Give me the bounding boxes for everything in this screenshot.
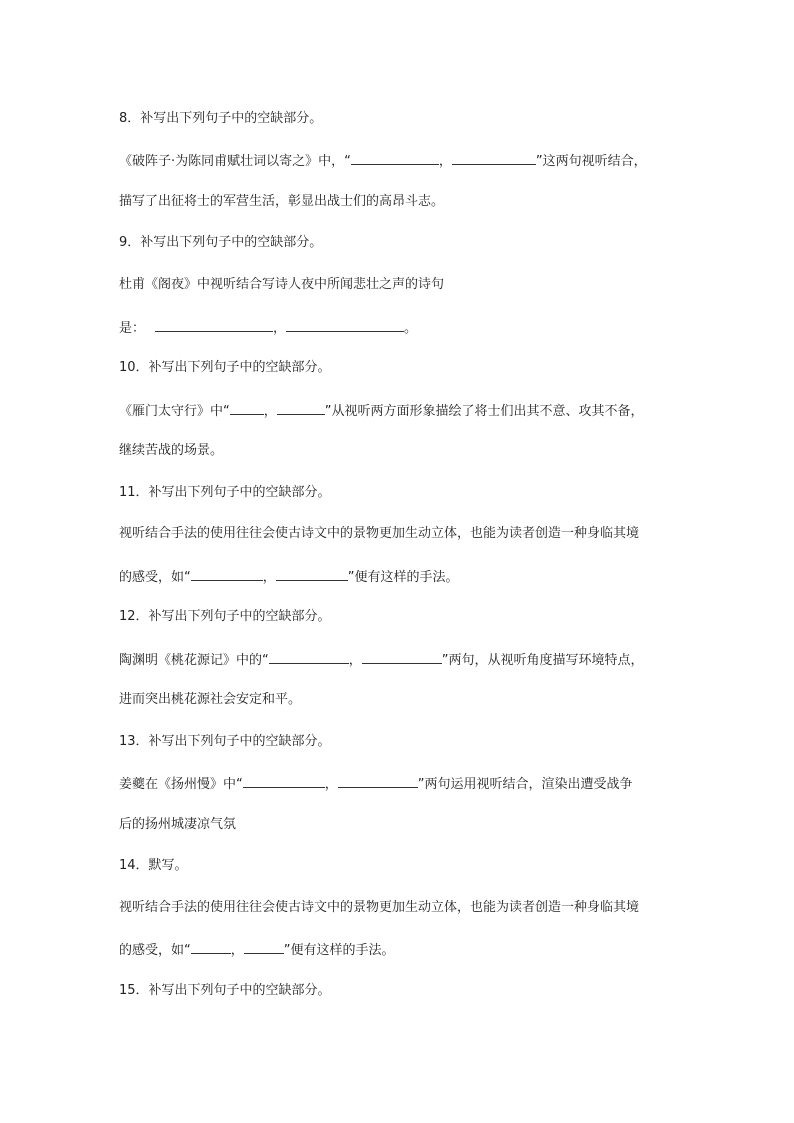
question-11-answer-line <box>119 567 459 587</box>
question-14-separator: ， <box>230 943 244 958</box>
question-14-heading: 14．默写。 <box>119 858 188 873</box>
answer-blank-8a[interactable] <box>351 151 439 165</box>
question-12-text-after: ”两句，从视听角度描写环境特点， <box>441 653 644 668</box>
question-11-separator: ， <box>262 570 276 585</box>
question-11-heading: 11．补写出下列句子中的空缺部分。 <box>119 485 331 500</box>
question-12-heading: 12．补写出下列句子中的空缺部分。 <box>119 609 331 624</box>
question-9-text-after: 。 <box>404 321 418 336</box>
question-13-text-before: 姜夔在《扬州慢》中“ <box>119 777 243 792</box>
question-9-text-before: 是： <box>119 321 146 336</box>
answer-blank-10a[interactable] <box>230 401 264 415</box>
question-13-continuation: 后的扬州城凄凉气氛 <box>119 817 237 832</box>
question-12-separator: ， <box>348 653 362 668</box>
question-8-continuation: 描写了出征将士的军营生活，彰显出战士们的高昂斗志。 <box>119 194 445 209</box>
question-14-text-after: ”便有这样的手法。 <box>283 943 395 958</box>
question-13-separator: ， <box>324 777 338 792</box>
question-8-heading: 8．补写出下列句子中的空缺部分。 <box>119 111 323 126</box>
question-10-text-before: 《雁门太守行》中“ <box>119 404 230 419</box>
answer-blank-12a[interactable] <box>269 650 349 664</box>
answer-blank-13b[interactable] <box>338 774 418 788</box>
question-12-text-before: 陶渊明《桃花源记》中的“ <box>119 653 269 668</box>
answer-blank-9b[interactable] <box>286 318 404 332</box>
answer-blank-9a[interactable] <box>155 318 273 332</box>
answer-blank-10b[interactable] <box>277 401 325 415</box>
answer-blank-8b[interactable] <box>452 151 536 165</box>
answer-blank-13a[interactable] <box>243 774 325 788</box>
question-8-text-before: 《破阵子·为陈同甫赋壮词以寄之》中，“ <box>119 154 351 169</box>
question-13-prompt-line <box>119 774 633 794</box>
question-9-prompt-line: 杜甫《阁夜》中视听结合写诗人夜中所闻悲壮之声的诗句 <box>119 277 445 292</box>
answer-blank-12b[interactable] <box>362 650 442 664</box>
question-12-continuation: 进而突出桃花源社会安定和平。 <box>119 692 302 707</box>
question-9-heading: 9．补写出下列句子中的空缺部分。 <box>119 235 323 250</box>
answer-blank-11b[interactable] <box>276 567 348 581</box>
question-10-text-after: ”从视听两方面形象描绘了将士们出其不意、攻其不备， <box>324 404 644 419</box>
question-8-prompt-line <box>119 151 647 171</box>
question-14-answer-line <box>119 940 395 960</box>
question-11-text-before: 的感受，如“ <box>119 570 191 585</box>
question-13-heading: 13．补写出下列句子中的空缺部分。 <box>119 734 331 749</box>
answer-blank-14b[interactable] <box>244 940 284 954</box>
question-12-prompt-line <box>119 650 644 670</box>
question-9-answer-line <box>119 318 417 338</box>
question-10-prompt-line <box>119 401 644 421</box>
question-13-text-after: ”两句运用视听结合，渲染出遭受战争 <box>417 777 633 792</box>
question-10-continuation: 继续苦战的场景。 <box>119 443 224 458</box>
question-14-text-before: 的感受，如“ <box>119 943 191 958</box>
question-8-separator: ， <box>438 154 452 169</box>
question-15-heading: 15．补写出下列句子中的空缺部分。 <box>119 983 331 998</box>
question-11-prompt-line: 视听结合手法的使用往往会使古诗文中的景物更加生动立体，也能为读者创造一种身临其境 <box>119 526 640 541</box>
question-14-prompt-line: 视听结合手法的使用往往会使古诗文中的景物更加生动立体，也能为读者创造一种身临其境 <box>119 900 640 915</box>
question-11-text-after: ”便有这样的手法。 <box>347 570 459 585</box>
question-8-text-after: ”这两句视听结合， <box>535 154 647 169</box>
question-9-separator: ， <box>273 321 287 336</box>
question-10-separator: ， <box>263 404 277 419</box>
answer-blank-14a[interactable] <box>191 940 231 954</box>
question-10-heading: 10．补写出下列句子中的空缺部分。 <box>119 360 331 375</box>
answer-blank-11a[interactable] <box>191 567 263 581</box>
